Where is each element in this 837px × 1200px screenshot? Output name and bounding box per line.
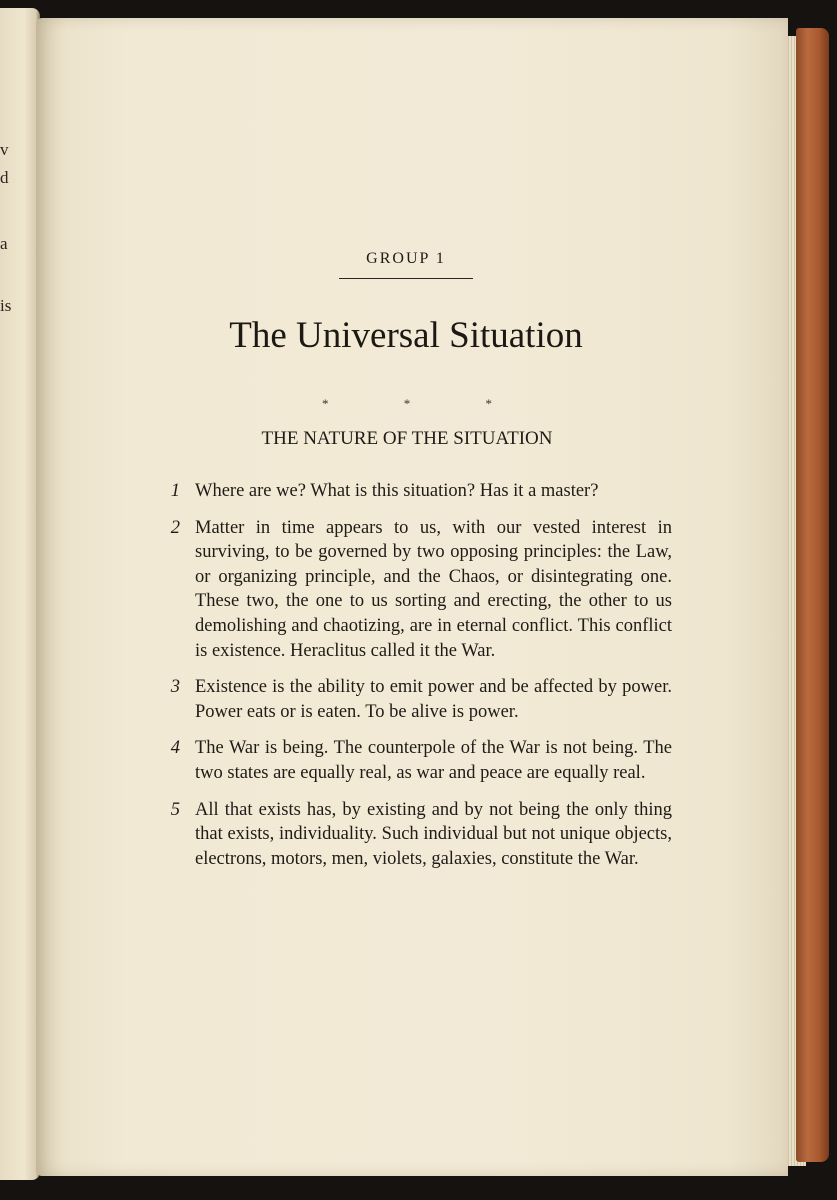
aphorism-item [160,736,672,785]
aphorism-text: The War is being. The counterpole of the War is not being. The two states are equally real, as war and peace are equally real. [195,738,672,783]
group-underline [339,278,473,279]
aphorism-number: 1 [170,481,180,501]
aphorism-item [160,675,672,724]
aphorism-item [160,479,672,504]
aphorism-item [160,798,672,872]
aphorism-text: Where are we? What is this situation? Has it a master? [195,481,599,501]
aphorism-text: Existence is the ability to emit power and be affected by power. Power eats or is eaten. To be alive is power. [195,677,672,722]
chapter-title: The Universal Situation [229,315,583,356]
ornament-divider: * * * [322,396,528,411]
book-page [36,18,788,1176]
aphorism-number: 2 [170,517,180,538]
left-page-edge [0,8,40,1180]
aphorism-text: Matter in time appears to us, with our vested interest in surviving, to be governed by two opposing principles: the Law, or organizing principle, and the Chaos, or disintegrating one. These two, the one to us sorting and erecting, the other to us demolishing and chaotizing, are in eternal conflict. This conflict is existence. Heraclitus called it the War. [195,517,672,661]
aphorism-number: 4 [170,738,180,759]
section-heading: THE NATURE OF THE SITUATION [261,428,553,449]
left-page-fragment: d [0,168,9,187]
book-cover-edge [796,28,829,1162]
aphorism-list [160,479,672,883]
left-page-fragment: a [0,234,8,253]
group-label: GROUP 1 [366,250,446,267]
aphorism-number: 5 [170,799,180,820]
left-page-fragment: is [0,296,12,315]
aphorism-text: All that exists has, by existing and by not being the only thing that exists, individuality. Such individual but not unique objects, electrons, motors, men, violets, galaxies, constitute the War. [195,799,672,869]
aphorism-number: 3 [170,677,180,698]
left-page-fragment: v [0,140,9,159]
aphorism-item [160,516,672,664]
